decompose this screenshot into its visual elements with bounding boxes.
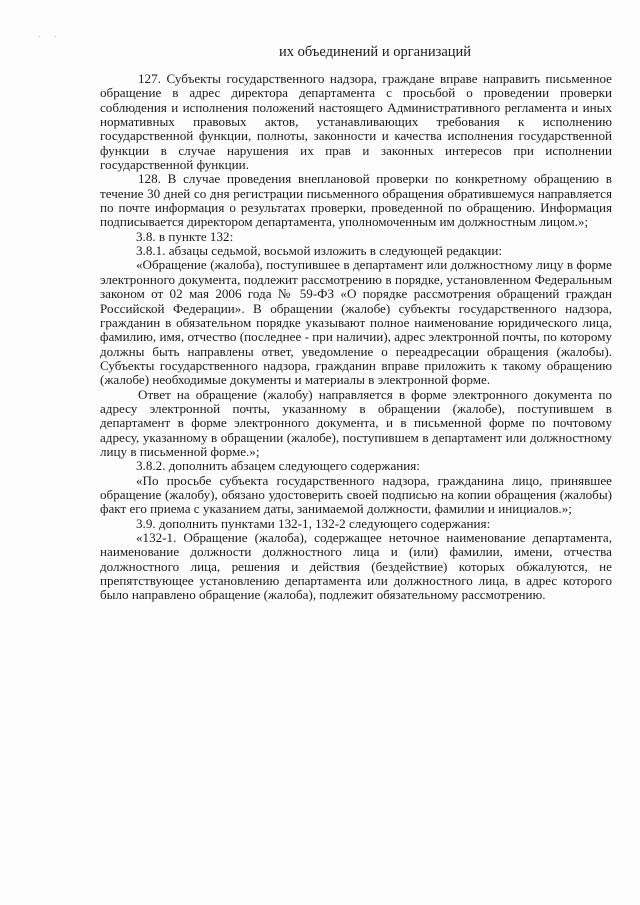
item-3-8: 3.8. в пункте 132: [136, 228, 234, 244]
paragraph-128: 128. В случае проведения внеплановой проверки по конкретному обращению в течение 30 дней со дня регистрации письменного обращения обратившемуся направляется по почте информация о результатах проверки, проведенной по обращению. Информация подписывается директором департамента, уполномоченным им должностным лицом.»; [100, 171, 612, 230]
document-body [100, 72, 612, 603]
item-3-8-1: 3.8.1. абзацы седьмой, восьмой изложить в следующей редакции: [136, 243, 503, 259]
item-3-8-2: 3.8.2. дополнить абзацем следующего содержания: [136, 458, 420, 474]
scan-marks: . . [38, 30, 62, 39]
paragraph-127: 127. Субъекты государственного надзора, граждане вправе направить письменное обращение в адрес директора департамента с просьбой о проведении проверки соблюдения и исполнения положений настоящего Административного регламента и иных нормативных правовых актов, устанавливающих требования к исполнению государственной функции, полноты, законности и качества исполнения государственной функции в случае нарушения их прав и законных интересов при исполнении государственной функции. [100, 71, 612, 173]
item-3-9: 3.9. дополнить пунктами 132-1, 132-2 следующего содержания: [136, 515, 491, 531]
quote-132-1: «132-1. Обращение (жалоба), содержащее неточное наименование департамента, наименование должности должностного лица и (или) фамилии, имени, отчества должностного лица, решения и действия (бездействие) которых обжалуются, не препятствующее установлению департамента или должностного лица, в адрес которого было направлено обращение (жалоба), подлежит обязательному рассмотрению. [100, 530, 612, 603]
continuation-heading: их объединений и организаций [278, 44, 472, 60]
quote-obrashchenie: «Обращение (жалоба), поступившее в департамент или должностному лицу в форме электронного документа, подлежит рассмотрению в порядке, установленном Федеральным законом от 02 мая 2006 года № 59-ФЗ «О порядке рассмотрения обращений граждан Российской Федерации». В обращении (жалобе) субъекты государственного надзора, гражданин в обязательном порядке указывают полное наименование юридического лица, фамилию, имя, отчество (последнее - при наличии), адрес электронной почты, по которому должны быть направлены ответ, уведомление о переадресации обращения (жалобы). Субъекты государственного надзора, гражданин вправе приложить к такому обращению (жалобе) необходимые документы и материалы в электронной форме. [100, 257, 612, 388]
quote-po-prosbe: «По просьбе субъекта государственного надзора, гражданина лицо, принявшее обращение (жалобу), обязано удостоверить своей подписью на копии обращения (жалобы) факт его приема с указанием даты, занимаемой должности, фамилии и инициалов.»; [100, 472, 612, 517]
paragraph-otvet: Ответ на обращение (жалобу) направляется в форме электронного документа по адресу электронной почты, указанному в обращении (жалобе), поступившем в департамент в форме электронного документа, и в письменной форме по почтовому адресу, указанному в обращении (жалобе), поступившем в департамент или должностному лицу в письменной форме.»; [100, 386, 612, 459]
